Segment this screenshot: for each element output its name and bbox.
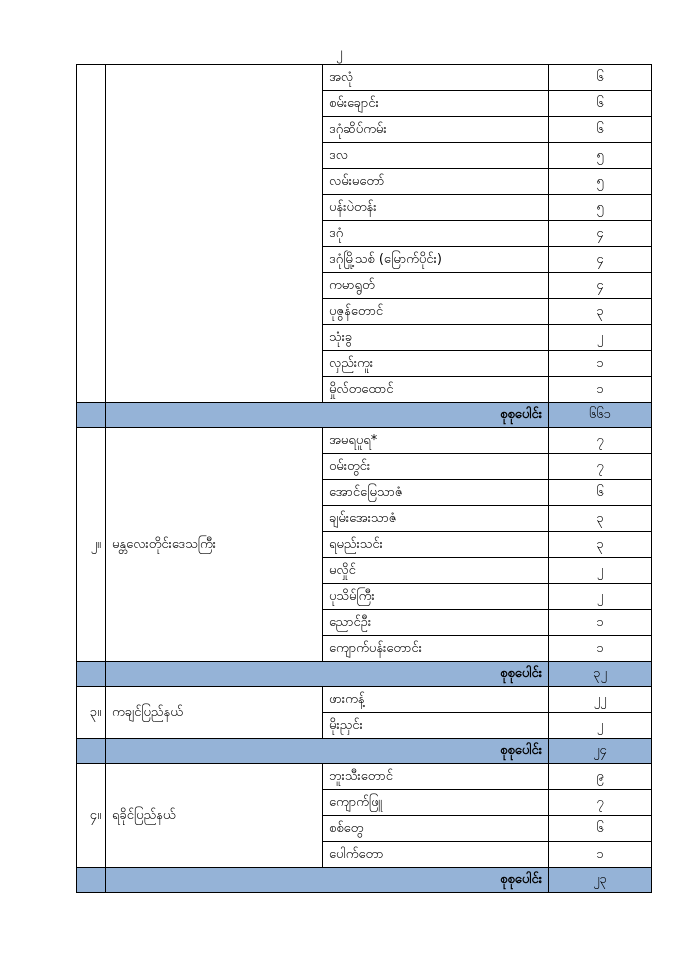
township-count: ၃	[549, 506, 652, 532]
subtotal-row	[77, 662, 652, 687]
township-count: ၄	[549, 247, 652, 273]
group-number: ၃။	[77, 687, 106, 739]
township-count: ၂	[549, 713, 652, 739]
township-name: လှည်းကူး	[323, 351, 549, 377]
region-name: ကချင်ပြည်နယ်	[106, 687, 323, 739]
township-count: ၁	[549, 351, 652, 377]
township-name: ဘူးသီးတောင်	[323, 764, 549, 790]
township-name: ဒဂုံ	[323, 221, 549, 247]
subtotal-value: ၃၂	[549, 662, 652, 687]
township-name: ပုသိမ်ကြီး	[323, 584, 549, 610]
group-number: ၄။	[77, 764, 106, 868]
subtotal-blank	[77, 403, 106, 428]
township-count: ၇	[549, 428, 652, 454]
township-count: ၄	[549, 221, 652, 247]
township-name: ရမည်းသင်း	[323, 532, 549, 558]
township-count-table	[76, 64, 652, 893]
page-number: ၂	[336, 45, 343, 61]
region-name: မန္တလေးတိုင်းဒေသကြီး	[106, 428, 323, 662]
subtotal-label: စုစုပေါင်း	[106, 739, 549, 764]
township-name: အောင်မြေသာဇံ	[323, 480, 549, 506]
subtotal-row	[77, 868, 652, 893]
township-count: ၆	[549, 91, 652, 117]
subtotal-blank	[77, 868, 106, 893]
township-count: ၄	[549, 273, 652, 299]
township-count: ၇	[549, 454, 652, 480]
township-name: မှိုလ်တထောင်	[323, 377, 549, 403]
subtotal-label: စုစုပေါင်း	[106, 868, 549, 893]
township-count: ၅	[549, 195, 652, 221]
township-name: အမရပူရ*	[323, 428, 549, 454]
township-name: လမ်းမတော်	[323, 169, 549, 195]
township-count: ၁	[549, 610, 652, 636]
subtotal-row	[77, 403, 652, 428]
group-number	[77, 65, 106, 403]
township-count: ၂	[549, 584, 652, 610]
township-count: ၆	[549, 65, 652, 91]
township-count: ၅	[549, 169, 652, 195]
subtotal-blank	[77, 739, 106, 764]
township-name: ဒဂုံမြို့သစ် (မြောက်ပိုင်း)	[323, 247, 549, 273]
township-count: ၆	[549, 117, 652, 143]
subtotal-value: ၂၄	[549, 739, 652, 764]
township-count: ၃	[549, 532, 652, 558]
township-name: စစ်တွေ	[323, 816, 549, 842]
township-count: ၁	[549, 842, 652, 868]
township-name: မလှိုင်	[323, 558, 549, 584]
township-name: ညောင်ဦး	[323, 610, 549, 636]
township-count: ၂	[549, 558, 652, 584]
township-name: အလုံ	[323, 65, 549, 91]
township-count: ၇	[549, 790, 652, 816]
township-count: ၂	[549, 325, 652, 351]
subtotal-label: စုစုပေါင်း	[106, 662, 549, 687]
township-name: ကျောက်ဖြူ	[323, 790, 549, 816]
township-count: ၁	[549, 377, 652, 403]
table-body	[77, 65, 652, 893]
township-name: သုံးခွ	[323, 325, 549, 351]
subtotal-label: စုစုပေါင်း	[106, 403, 549, 428]
table-row	[77, 687, 652, 713]
township-count: ၅	[549, 143, 652, 169]
township-name: စမ်းချောင်း	[323, 91, 549, 117]
township-count: ၁	[549, 636, 652, 662]
township-name: ပန်းပဲတန်း	[323, 195, 549, 221]
township-name: ချမ်းအေးသာဇံ	[323, 506, 549, 532]
table-row	[77, 65, 652, 91]
township-name: မိုးညှင်း	[323, 713, 549, 739]
township-count: ၆	[549, 816, 652, 842]
township-count: ၉	[549, 764, 652, 790]
table-row	[77, 764, 652, 790]
subtotal-value: ၆၆၁	[549, 403, 652, 428]
township-name: ကျောက်ပန်းတောင်း	[323, 636, 549, 662]
township-name: ဒလ	[323, 143, 549, 169]
township-count: ၂၂	[549, 687, 652, 713]
township-name: ဒဂုံဆိပ်ကမ်း	[323, 117, 549, 143]
township-count: ၆	[549, 480, 652, 506]
subtotal-row	[77, 739, 652, 764]
subtotal-value: ၂၃	[549, 868, 652, 893]
township-count: ၃	[549, 299, 652, 325]
township-name: ဖားကန့်	[323, 687, 549, 713]
region-name	[106, 65, 323, 403]
region-name: ရခိုင်ပြည်နယ်	[106, 764, 323, 868]
township-name: ပေါက်တော	[323, 842, 549, 868]
township-name: ဝမ်းတွင်း	[323, 454, 549, 480]
group-number: ၂။	[77, 428, 106, 662]
township-name: ကမာရွတ်	[323, 273, 549, 299]
subtotal-blank	[77, 662, 106, 687]
township-name: ပုဇွန်တောင်	[323, 299, 549, 325]
table-row	[77, 428, 652, 454]
